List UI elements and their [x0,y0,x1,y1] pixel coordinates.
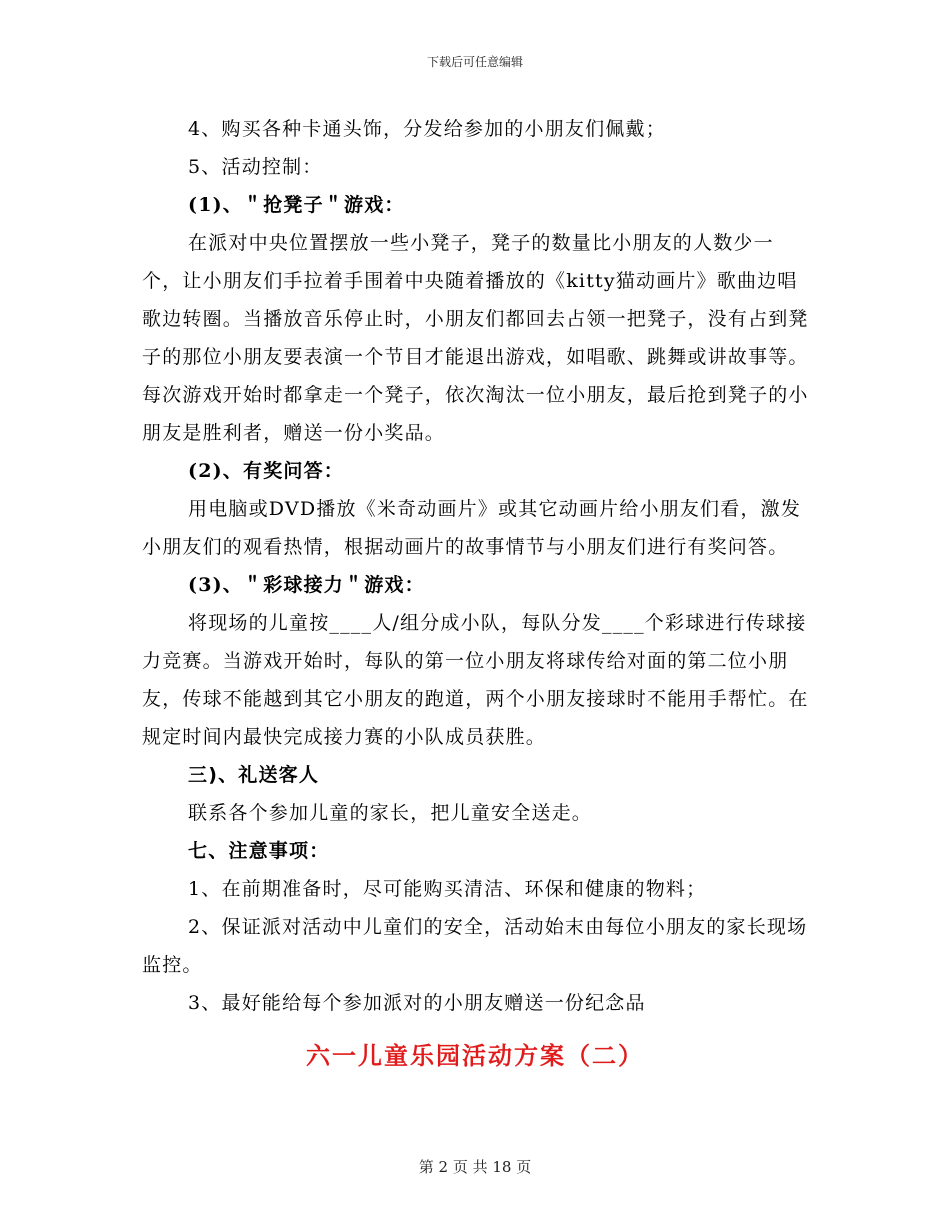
header-note: 下载后可任意编辑 [426,55,523,69]
item-5-heading: 5、活动控制： [188,156,323,178]
item-4-paragraph: 4、购买各种卡通头饰，分发给参加的小朋友们佩戴； [188,118,666,140]
game-3-heading: (3)、＂彩球接力＂游戏： [188,574,425,596]
notice-3: 3、最好能给每个参加派对的小朋友赠送一份纪念品 [188,992,646,1014]
game-1-heading: (1)、＂抢凳子＂游戏： [188,194,405,216]
game-2-heading: (2)、有奖问答： [188,460,345,482]
section-3-description: 联系各个参加儿童的家长，把儿童安全送走。 [188,802,593,824]
notice-1: 1、在前期准备时，尽可能购买清洁、环保和健康的物料； [188,878,707,900]
page-number: 第 2 页 共 18 页 [418,1158,532,1176]
document-body [142,110,812,1022]
game-2-description: 用电脑或DVD播放《米奇动画片》或其它动画片给小朋友们看，激发小朋友们的观看热情，根据动画片的故事情节与小朋友们进行有奖问答。 [142,498,802,558]
notice-2: 2、保证派对活动中儿童们的安全，活动始末由每位小朋友的家长现场监控。 [142,916,808,976]
game-3-description: 将现场的儿童按____人/组分成小队，每队分发____个彩球进行传球接力竞赛。当游戏开始时，每队的第一位小朋友将球传给对面的第二位小朋友，传球不能越到其它小朋友的跑道，两个小朋友接球时不能用手帮忙。在规定时间内最快完成接力赛的小队成员获胜。 [142,612,809,748]
section-7-heading: 七、注意事项： [188,840,330,862]
game-1-description: 在派对中央位置摆放一些小凳子，凳子的数量比小朋友的人数少一个，让小朋友们手拉着手围着中央随着播放的《kitty猫动画片》歌曲边唱歌边转圈。当播放音乐停止时，小朋友们都回去占领一把凳子，没有占到凳子的那位小朋友要表演一个节目才能退出游戏，如唱歌、跳舞或讲故事等。每次游戏开始时都拿走一个凳子，依次淘汰一位小朋友，最后抢到凳子的小朋友是胜利者，赠送一份小奖品。 [142,232,809,444]
section-3-heading: 三)、礼送客人 [188,764,320,786]
section-title: 六一儿童乐园活动方案（二） [306,1042,644,1070]
